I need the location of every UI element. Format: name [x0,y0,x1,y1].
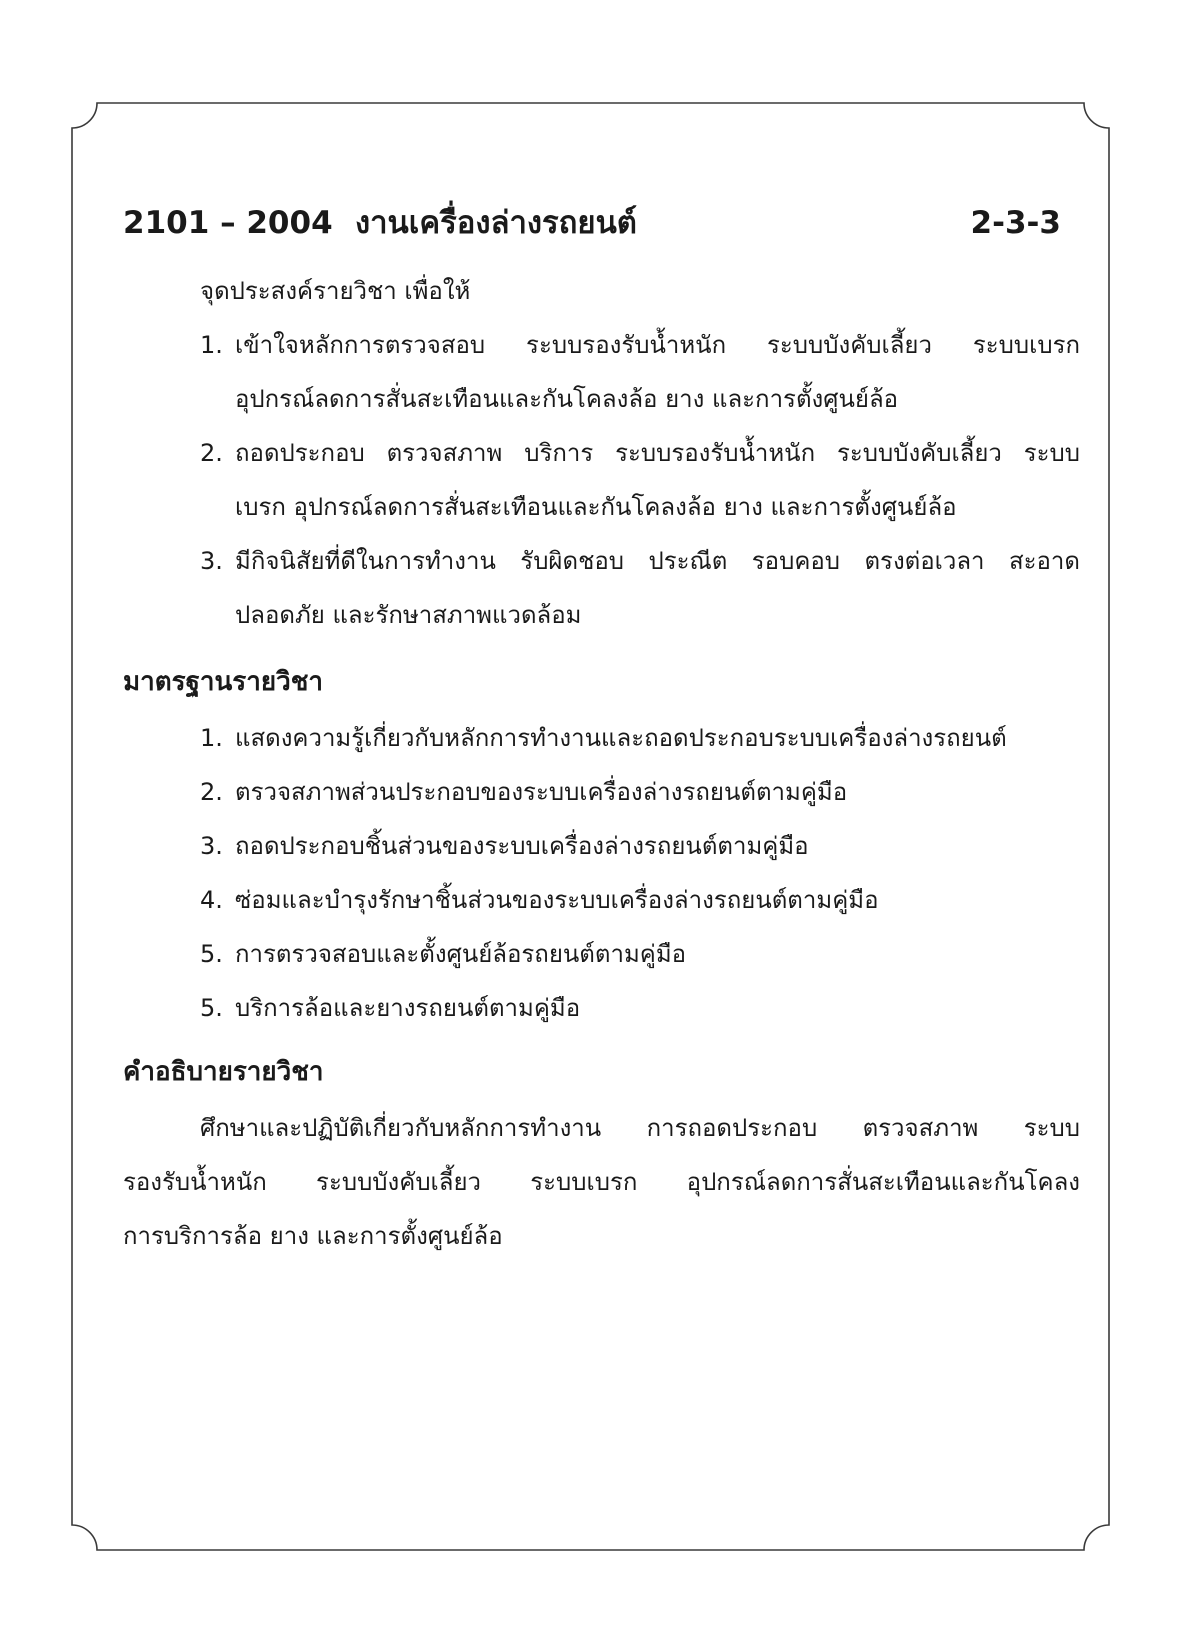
objective-item [200,534,1080,642]
standard-number: 1. [200,724,223,752]
objectives-intro: จุดประสงค์รายวิชา เพื่อให้ [200,277,471,305]
description-line: ศึกษาและปฏิบัติเกี่ยวกับหลักการทำงาน การถอดประกอบ ตรวจสภาพ ระบบ [200,1114,1080,1142]
objective-line: เบรก อุปกรณ์ลดการสั่นสะเทือนและกันโคลงล้อ ยาง และการตั้งศูนย์ล้อ [235,493,957,521]
standard-text: ตรวจสภาพส่วนประกอบของระบบเครื่องล่างรถยนต์ตามคู่มือ [235,778,848,806]
standard-text: การตรวจสอบและตั้งศูนย์ล้อรถยนต์ตามคู่มือ [235,940,687,968]
standard-number: 5. [200,940,223,968]
description-heading: คำอธิบายรายวิชา [123,1057,324,1087]
objective-line: อุปกรณ์ลดการสั่นสะเทือนและกันโคลงล้อ ยาง และการตั้งศูนย์ล้อ [235,385,899,413]
standards-heading: มาตรฐานรายวิชา [123,667,323,697]
description-line: รองรับน้ำหนัก ระบบบังคับเลี้ยว ระบบเบรก อุปกรณ์ลดการสั่นสะเทือนและกันโคลง [123,1168,1080,1196]
description-line: การบริการล้อ ยาง และการตั้งศูนย์ล้อ [123,1222,503,1250]
standard-number: 4. [200,886,223,914]
standard-text: ซ่อมและบำรุงรักษาชิ้นส่วนของระบบเครื่องล่างรถยนต์ตามคู่มือ [235,886,879,914]
objective-text [235,318,1080,426]
standard-number: 5. [200,994,223,1022]
objective-text [235,426,1080,534]
objective-line: เข้าใจหลักการตรวจสอบ ระบบรองรับน้ำหนัก ระบบบังคับเลี้ยว ระบบเบรก [235,331,1080,359]
objective-number: 2. [200,439,223,467]
objective-line: มีกิจนิสัยที่ดีในการทำงาน รับผิดชอบ ประณีต รอบคอบ ตรงต่อเวลา สะอาด [235,547,1080,575]
objective-number: 1. [200,331,223,359]
objective-item [200,318,1080,426]
objective-number: 3. [200,547,223,575]
objective-line: ถอดประกอบ ตรวจสภาพ บริการ ระบบรองรับน้ำหนัก ระบบบังคับเลี้ยว ระบบ [235,439,1080,467]
standards-list [200,711,1080,1035]
objectives-list [200,318,1080,642]
description-body [123,1101,1080,1263]
objective-line: ปลอดภัย และรักษาสภาพแวดล้อม [235,601,582,629]
course-credits: 2-3-3 [970,205,1061,241]
course-title: งานเครื่องล่างรถยนต์ [355,205,637,241]
standard-number: 3. [200,832,223,860]
course-header [123,198,1061,248]
objective-text [235,534,1080,642]
course-code: 2101 – 2004 [123,205,333,241]
standard-text: ถอดประกอบชิ้นส่วนของระบบเครื่องล่างรถยนต์ตามคู่มือ [235,832,809,860]
standard-text: บริการล้อและยางรถยนต์ตามคู่มือ [235,994,581,1022]
objective-item [200,426,1080,534]
standard-number: 2. [200,778,223,806]
standard-text: แสดงความรู้เกี่ยวกับหลักการทำงานและถอดประกอบระบบเครื่องล่างรถยนต์ [235,724,1007,752]
